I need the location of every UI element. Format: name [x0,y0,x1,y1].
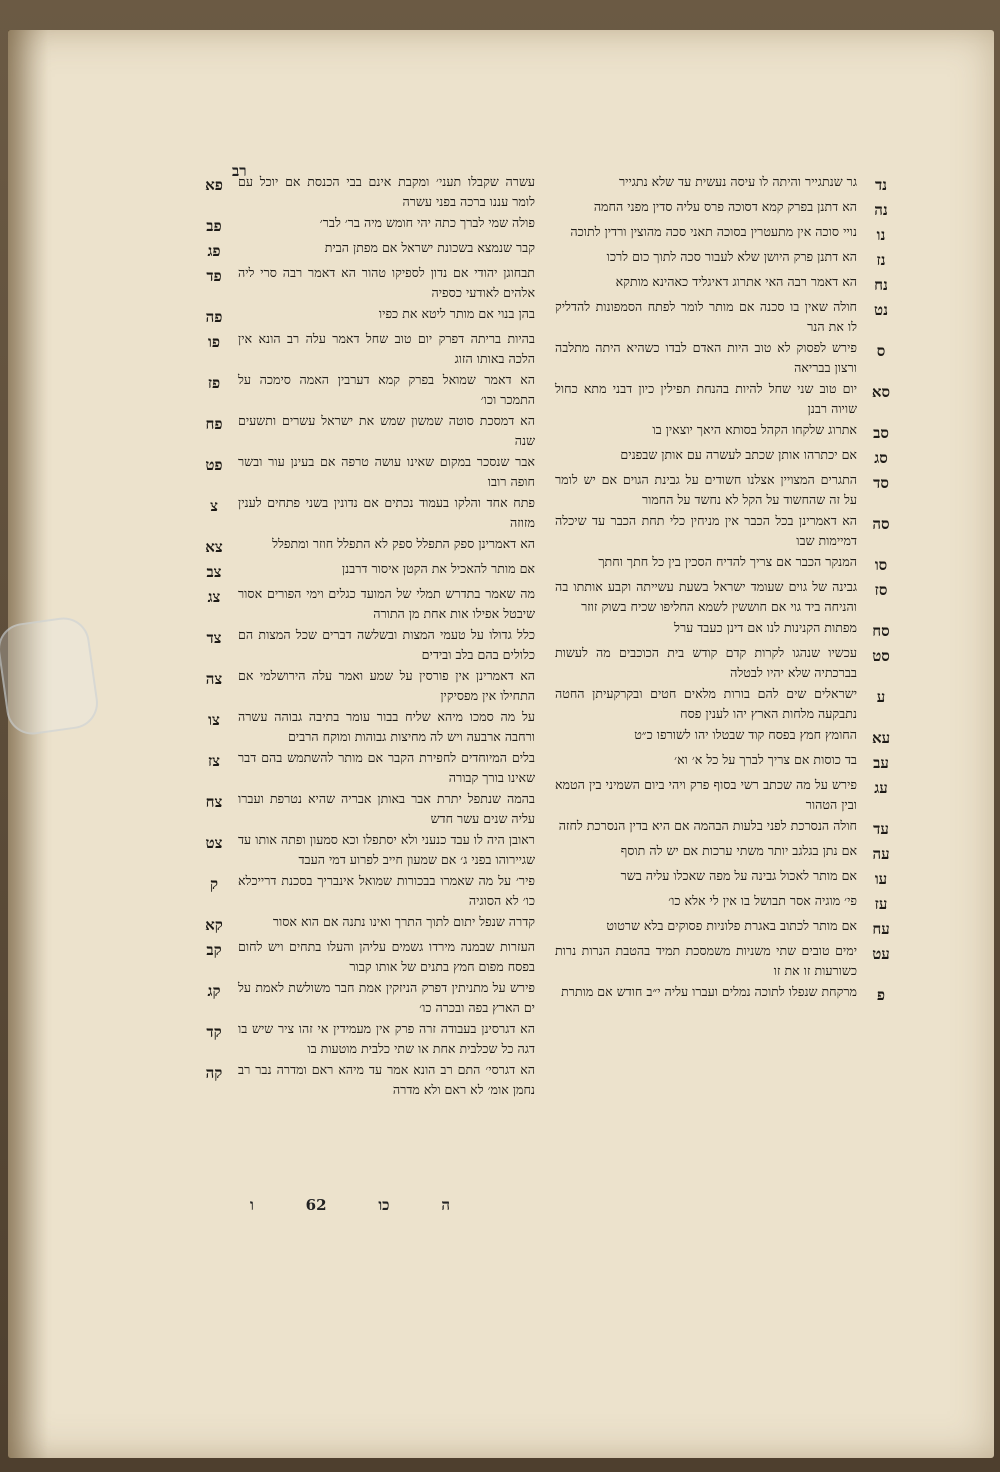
entry-text: ימים טובים שתי משניות משמסכת תמיד בהטבת הנרות נרות כשורעות זו את זו [555,943,857,978]
bottom-mark: 62 [305,1196,327,1214]
responsum-entry [190,213,535,236]
responsum-entry [190,411,535,450]
entry-number: קא [205,916,223,934]
entry-text: התגרים המצויין אצלנו חשודים על גבינת הגוים אם יש לומר על זה שהחשוד על הקל לא נחשד על החמור [555,472,857,507]
entry-number: פו [208,333,220,351]
entry-number: סח [872,622,890,640]
responsum-entry [190,263,535,302]
entry-number: צג [207,588,221,606]
entry-text: הא דגרסינן בעבודה זרה פרק אין מעמידין אי זהו ציר שיש בו דגה כל שכלבית אחת או שתי כלבית מוטעות בו [238,1021,535,1056]
responsum-entry [555,684,905,723]
entry-number: עח [872,920,890,938]
responsum-entry [190,1019,535,1058]
responsum-entry [555,297,905,336]
entry-text: פתח אחד והלקו בעמוד נכתים אם נדונין בשני פתחים לענין מזוזה [238,495,535,530]
entry-number: פג [207,242,221,260]
entry-number: עא [871,729,891,747]
responsum-entry [555,172,905,195]
left-column [190,172,535,1101]
entry-text: קדרה שנפל יתום לתוך התרך ואינו נתנה אם הוא אסור [272,914,535,929]
responsum-entry [555,197,905,220]
responsum-entry [555,775,905,814]
responsum-entry [190,912,535,935]
entry-text: פי׳ מוגיה אסר תבושל בו אין לי אלא כו׳ [668,893,857,908]
responsum-entry [555,816,905,839]
entry-number: עג [874,779,888,797]
entry-text: פיר׳ על מה שאמרו בבכורות שמואל אינבריך בסכנת דרייכלא כו׳ לא הסוגיה [238,873,535,908]
entry-number: פד [206,267,222,285]
entry-text: מה שאמר בתדרש תמלי של המועד כגלים וימי הפורים אסור שיבטל אפילו אות אחת מן התורה [238,586,535,621]
responsum-entry [190,370,535,409]
entry-text: אם נתן בגלגב יותר משתי ערכות אם יש לה תוסף [620,843,857,858]
responsum-entry [190,1060,535,1099]
responsum-entry [190,584,535,623]
entry-number: צו [208,711,220,729]
bottom-marks [250,1196,450,1215]
responsum-entry [555,916,905,939]
entry-text: יום טוב שני שחל להיות בהנחת תפילין כיון דבני מתא כחול שויוה רבנן [555,381,857,416]
entry-text: פולה שמי לברך כתה יהי חומש מיה בר׳ לבר׳ [319,215,535,230]
responsum-entry [555,338,905,377]
entry-text: חולה שאין בו סכנה אם מותר לומר לפתח הסמפונות להדליק לו את הנר [555,299,857,334]
responsum-entry [555,866,905,889]
entry-number: פח [205,415,223,433]
entry-number: סד [873,474,889,492]
entry-number: פא [205,176,223,194]
responsum-entry [555,891,905,914]
right-column [555,172,905,1007]
entry-text: הא דאמרינן אין פורסין על שמע ואמר עלה הירושלמי אם התחילו אין מפסיקין [238,668,535,703]
responsum-entry [555,643,905,682]
entry-number: נו [876,226,886,244]
entry-text: בד כוסות אם צריך לברך על כל א׳ וא׳ [674,752,857,767]
bottom-mark: ה [441,1196,450,1214]
entry-number: פב [206,217,222,235]
responsum-entry [555,618,905,641]
entry-text: אם מותר להאכיל את הקטן איסור דרבנן [341,561,535,576]
entry-number: צט [205,834,223,852]
responsum-entry [555,222,905,245]
responsum-entry [190,559,535,582]
responsum-entry [555,511,905,550]
entry-text: כלל גדולו על טעמי המצות ובשלשה דברים שכל המצות הם כלולים בהם בלב ובידים [238,627,535,662]
responsum-entry [555,750,905,773]
responsum-entry [190,707,535,746]
entry-text: הא דאמרינן בכל הכבר אין מניחין כלי תחת הכבר עד שיכלה דמיימות שבו [555,513,857,548]
responsum-entry [555,725,905,748]
entry-text: עכשיו שנהגו לקרות קדם קודש בית הכוכבים מה לעשות בברכתיה שלא יהיו לבטלה [555,645,857,680]
responsum-entry [190,937,535,976]
responsum-entry [190,748,535,787]
bottom-mark: כו [378,1196,390,1214]
responsum-entry [190,452,535,491]
entry-text: החומץ חמץ בפסח קוד שבטלו יהו לשורפו כ״ט [634,727,857,742]
entry-number: ק [209,875,219,893]
entry-number: עו [874,870,888,888]
responsum-entry [190,534,535,557]
entry-text: גר שנתגייר והיתה לו עיסה נעשית עד שלא נתגייר [618,174,857,189]
entry-number: סג [874,449,888,467]
responsum-entry [555,420,905,443]
entry-text: בהמה שנתפל יתרת אבר באותן אבריה שהיא נטרפת ועברו עליה שנים עשר חדש [238,791,535,826]
entry-text: פירש על מה שכתב רשי בסוף פרק ויהי ביום השמיני בין הטמא ובין הטהור [555,777,857,812]
entry-number: סה [872,515,890,533]
entry-number: קג [207,982,221,1000]
entry-number: עז [874,895,888,913]
entry-number: סט [872,647,890,665]
responsum-entry [555,272,905,295]
entry-text: המנקר הכבר אם צריך להדיח הסכין בין כל חתך וחתך [598,554,857,569]
entry-number: פט [205,456,223,474]
bottom-mark: ו [250,1196,254,1214]
entry-number: עד [873,820,889,838]
entry-text: אם מותר לאכול גבינה על מפה שאכלו עליה בשר [620,868,857,883]
entry-text: הא דאמר שמואל בפרק קמא דערבין האמה סימכה על התמכר וכו׳ [238,372,535,407]
responsum-entry [555,470,905,509]
entry-number: נח [874,276,888,294]
entry-number: צד [206,629,222,647]
binding-gutter [8,30,48,1458]
entry-text: פירש לפסוק לא טוב היות האדם לבדו כשהיא היתה מתלבה ורצון בבריאה [555,340,857,375]
entry-number: צב [206,563,222,581]
responsum-entry [555,445,905,468]
entry-number: צ [210,497,218,515]
entry-text: אבר שנסכר במקום שאינו עושה טרפה אם בעינן עור ובשר חופה רובו [238,454,535,489]
entry-number: עה [872,845,890,863]
entry-number: קה [205,1064,223,1082]
responsum-entry [190,789,535,828]
entry-text: אתרוג שלקחו הקהל בסותא היאך יוצאין בו [652,422,857,437]
entry-number: קד [206,1023,222,1041]
entry-number: צא [205,538,223,556]
entry-text: על מה סמכו מיהא שליח בבור עומר בתיבה גבוהה עשרה ורחבה ארבעה ויש לה מחיצות גבוהות ומוקח הרבים [238,709,535,744]
entry-text: נויי סוכה אין מתעטרין בסוכה תאני סכה מהוצין ורדין לתוכה [570,224,857,239]
responsum-entry [190,978,535,1017]
responsum-entry [555,379,905,418]
entry-text: הא דאמרינן ספק התפלל ספק לא התפלל חוזר ומתפלל [272,536,535,551]
responsum-entry [555,552,905,575]
entry-number: סא [871,383,891,401]
entry-text: ישראלים שים להם בורות מלאים חטים ובקרקעיתן החטה נתבקעה מלחות הארץ יהו לענין פסח [555,686,857,721]
entry-number: עב [873,754,889,772]
entry-text: פירש על מתניתין דפרק הניזקין אמת חבר משולשת לאמת על ים הארץ בפה ובכרה כו׳ [238,980,535,1015]
entry-number: סב [873,424,889,442]
entry-text: מרקחת שנפלו לתוכה נמלים ועברו עליה י״ב חודש אם מותרת [561,984,857,999]
entry-text: בהן בנוי אם מותר ליטא את כפיו [378,306,535,321]
entry-number: נד [874,176,888,194]
entry-text: בלים המיוחדים לחפירת הקבר אם מותר להשתמש בהם דבר שאינו בורך קבורה [238,750,535,785]
entry-number: צה [205,670,223,688]
entry-number: ס [876,342,886,360]
entry-text: הא דתנן בפרק קמא דסוכה פרס עליה סדין מפני החמה [593,199,857,214]
entry-text: הא דגרסי׳ התם רב הונא אמר עד מיהא ראם ומדרה נבר רב נחמן אומ׳ לא ראם ולא מדרה [238,1062,535,1097]
entry-text: מפתות הקנינות לנו אם דינן כעבד ערל [674,620,857,635]
entry-number: נז [876,251,886,269]
entry-number: צח [205,793,223,811]
entry-number: פה [205,308,223,326]
entry-number: סז [874,581,888,599]
responsum-entry [190,830,535,869]
responsum-entry [190,172,535,211]
responsum-entry [555,841,905,864]
entry-number: פ [876,986,886,1004]
responsum-entry [190,625,535,664]
entry-text: הא דמסכת סוטה שמשון שמש את ישראל עשרים ותשעים שנה [238,413,535,448]
entry-text: העזרות שבמנה מירדו גשמים עליהן והעלו בתחים ויש לחום בפסח מפום חמץ בתנים של אותו קבור [238,939,535,974]
responsum-entry [190,304,535,327]
entry-number: נט [874,301,888,319]
entry-text: חולה הנסרכת לפני בלעות הבהמה אם היא בדין הנסרכת לחזה [558,818,857,833]
entry-number: צז [207,752,221,770]
entry-text: הא דתנן פרק היושן שלא לעבור סכה לתוך כום לרכו [606,249,857,264]
entry-number: קב [206,941,222,959]
responsum-entry [555,577,905,616]
responsum-entry [190,666,535,705]
responsum-entry [555,941,905,980]
responsum-entry [555,247,905,270]
responsum-entry [190,493,535,532]
entry-text: ראובן היה לו עבד כנעני ולא יסתפלו וכא סמעון ופתה אותו עד שגיירוהו בפני ג׳ אם שמעון חייב לפרוע דמי העבד [238,832,535,867]
plastic-clip [0,614,101,738]
entry-number: ע [876,688,886,706]
entry-number: עט [872,945,890,963]
entry-text: הא דאמר רבה האי אתרוג דאיגליד כאהינא מותקא [615,274,857,289]
entry-number: נה [874,201,888,219]
entry-text: אם יכתרהו אותן שכתב לעשרה עם אותן שבפנים [620,447,857,462]
responsum-entry [190,238,535,261]
entry-text: קבר שנמצא בשכונת ישראל אם מפתן הבית [324,240,535,255]
entry-text: בהיות בריתה דפרק יום טוב שחל דאמר עלה רב הונא אין הלכה באותו הזוג [238,331,535,366]
entry-number: סו [874,556,888,574]
responsum-entry [555,982,905,1005]
entry-number: פז [207,374,221,392]
entry-text: גבינה של גוים שעומד ישראל בשעת עשייתה וקבע אותתו בה והניחה ביד גוי אם חוששין לשמא החליפו שכיח בשוק זוזר [555,579,857,614]
responsum-entry [190,329,535,368]
entry-text: תבחוגן יהודי אם נדון לספיקו טהור הא דאמר רבה סרי ליה אלהים לאודעי כספיה [238,265,535,300]
folio-number: רב [232,162,247,180]
responsum-entry [190,871,535,910]
entry-text: אם מותר לכתוב באגרת פלוניות פסוקים בלא שרטוט [606,918,857,933]
entry-text: עשרה שקבלו תעני׳ ומקבת אינם בבי הכנסת אם יוכל עם לומר עננו ברכה בפני עשרה [238,174,535,209]
